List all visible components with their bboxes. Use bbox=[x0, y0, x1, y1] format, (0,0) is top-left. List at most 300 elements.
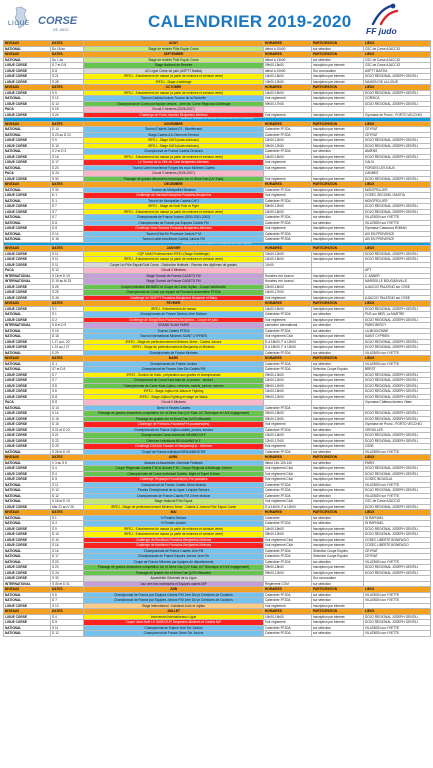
event-level: LIGUE CORSE bbox=[4, 63, 51, 69]
event-description: Championnat de France Cadets Divisions bbox=[84, 149, 264, 155]
header bbox=[0, 0, 433, 40]
event-description: Coupe Un Pôle Espoir/Gobi Corse - Distinction fédérale - Remise des diplômes de grades bbox=[84, 262, 264, 268]
event-description: Championnat de France par Equipes Cadets F/M 1ère Div pr Ceintures de Couleurs bbox=[84, 592, 264, 598]
event-participation: Inscription par internet bbox=[312, 444, 364, 450]
event-level: NATIONAL bbox=[4, 488, 51, 494]
event-location: VILLEBON sur YVETTE bbox=[364, 631, 431, 637]
event-description: GRAND SLAM PARIS bbox=[84, 323, 264, 329]
event-participation: sur sélection bbox=[312, 581, 364, 587]
event-date: S 21 et D 22 bbox=[51, 427, 84, 433]
event-row bbox=[4, 504, 431, 510]
event-description: Stage de rentrée Pôle Espoir Corse bbox=[84, 46, 264, 52]
month-name: SEPTEMBRE bbox=[84, 52, 264, 58]
event-participation: Inscription par internet bbox=[312, 477, 364, 483]
event-location: COSEC BIGUGLIA bbox=[364, 477, 431, 483]
event-date: D 10 bbox=[51, 537, 84, 543]
event-hours: 09h00-12h00 bbox=[264, 204, 312, 210]
event-description: Tournoi de Montpellier Minimes bbox=[84, 187, 264, 193]
event-level: LIGUE CORSE bbox=[4, 433, 51, 439]
event-participation: Inscription par internet bbox=[312, 138, 364, 144]
event-hours: Calendrier FFJDA bbox=[264, 367, 312, 373]
event-hours: Calendrier FFJDA bbox=[264, 132, 312, 138]
event-description: Championnats de Corse Kata-Jujitsu, minimes, cadets, juniors, seniors bbox=[84, 383, 264, 389]
event-level: NATIONAL bbox=[4, 521, 51, 527]
event-participation: sur sélection bbox=[312, 521, 364, 527]
event-hours: Voir règlement bbox=[264, 165, 312, 171]
event-participation: Inscription par internet bbox=[312, 101, 364, 107]
event-date: S 30 et D 31 bbox=[51, 581, 84, 587]
event-location: Gymnase Château Amiens Vitale bbox=[364, 400, 431, 406]
event-date: S 7 bbox=[51, 215, 84, 221]
month-name: OCTOBRE bbox=[84, 85, 264, 91]
event-participation: Inscription par internet bbox=[312, 372, 364, 378]
event-row bbox=[4, 631, 431, 637]
event-description: Championnats de France Juniors bbox=[84, 361, 264, 367]
event-description: Stage National de Rentrée bbox=[84, 63, 264, 69]
event-location: APT bbox=[364, 268, 431, 274]
event-date: S 11 bbox=[51, 625, 84, 631]
event-date: D 8 bbox=[51, 220, 84, 226]
col-header-horaires: HORAIRES bbox=[264, 52, 312, 58]
event-participation: Inscription par internet bbox=[312, 378, 364, 384]
event-participation: Inscription par internet bbox=[312, 154, 364, 160]
event-date: D 10 bbox=[51, 532, 84, 538]
event-date: S 9 bbox=[51, 138, 84, 144]
event-location: DOJO REGIONAL JOSEPH GENTILI bbox=[364, 570, 431, 576]
event-description: Challenge de l'ASPTT Poussins-Benjamins Benjamin et Baby bbox=[84, 295, 264, 301]
event-level: LIGUE CORSE bbox=[4, 372, 51, 378]
event-level: INTERNATIONAL bbox=[4, 581, 51, 587]
event-hours: Voir règlement bbox=[264, 193, 312, 199]
event-location: DOJO REGIONAL JOSEPH GENTILI bbox=[364, 488, 431, 494]
event-location: MONTPELLIER bbox=[364, 198, 431, 204]
event-description: Circuit 3 minimes (2006-2007) bbox=[84, 171, 264, 177]
event-level: NATIONAL bbox=[4, 367, 51, 373]
event-level: LIGUE CORSE bbox=[4, 257, 51, 263]
event-date: S 8 bbox=[51, 383, 84, 389]
event-level: NATIONAL bbox=[4, 559, 51, 565]
event-date: S 21 bbox=[51, 433, 84, 439]
event-date: S 11 bbox=[51, 251, 84, 257]
col-header-niveaux: NIVEAUX bbox=[4, 510, 51, 516]
event-level: LIGUE CORSE bbox=[4, 416, 51, 422]
holiday-separator: Vacances Toussaint du samedi 19 octobre au lundi 4 novembre bbox=[4, 118, 431, 122]
ligue-corse-logo bbox=[8, 6, 84, 36]
event-date: D 17 bbox=[51, 160, 84, 166]
event-location: AJACCIO PALATINO sur CSSE bbox=[364, 295, 431, 301]
event-level: LIGUE CORSE bbox=[4, 251, 51, 257]
event-description: Stage Cadets d'A Clermont-Ferrand bbox=[84, 132, 264, 138]
col-header-participation: PARTICIPATION bbox=[312, 609, 364, 615]
event-level: NATIONAL bbox=[4, 631, 51, 637]
event-location: VILLEBON sur YVETTE bbox=[364, 493, 431, 499]
event-location: DOJO REGIONAL JOSEPH GENTILI bbox=[364, 339, 431, 345]
event-level: NATIONAL bbox=[4, 127, 51, 133]
event-participation: sur sélection bbox=[312, 592, 364, 598]
event-description: Criterium Individuels BENJAMINS M F bbox=[84, 438, 264, 444]
event-date: D 5 bbox=[51, 620, 84, 626]
event-date: D 1 bbox=[51, 198, 84, 204]
event-description: Stage Tournoi de France CADETS FM bbox=[84, 273, 264, 279]
event-level: LIGUE CORSE bbox=[4, 383, 51, 389]
month-name: NOVEMBRE bbox=[84, 121, 264, 127]
event-date: S 4 bbox=[51, 614, 84, 620]
calendar-table bbox=[3, 40, 431, 637]
event-hours: Calendrier FFJDA bbox=[264, 215, 312, 221]
event-hours: 14h00-16h00 bbox=[264, 614, 312, 620]
event-description: Challenge de Bonifacio Poussins-Benjamins-Minimes bbox=[84, 543, 264, 549]
event-date: S 11 bbox=[51, 482, 84, 488]
event-date: D 13 bbox=[51, 101, 84, 107]
event-level: LIGUE CORSE bbox=[4, 226, 51, 232]
event-hours: Horaires voir tournoi bbox=[264, 279, 312, 285]
event-description: Championnats de France Seniors 1ère Division bbox=[84, 312, 264, 318]
event-description: Tournoi de Montpellier Cadets ChFJ bbox=[84, 198, 264, 204]
event-level: PACA bbox=[4, 400, 51, 406]
event-date: D 15 bbox=[51, 416, 84, 422]
event-date: D 26 bbox=[51, 295, 84, 301]
event-participation: Inscription par internet bbox=[312, 79, 364, 85]
event-level: LIGUE CORSE bbox=[4, 477, 51, 483]
event-participation: Inscription par internet bbox=[312, 273, 364, 279]
col-header-horaires: HORAIRES bbox=[264, 182, 312, 188]
col-header-lieux: LIEUX bbox=[364, 246, 431, 252]
event-participation: Inscription par internet bbox=[312, 193, 364, 199]
event-level: NATIONAL bbox=[4, 554, 51, 560]
event-description: Passage de grades 1er et 2ème Dan (UV3 efficacité) bbox=[84, 570, 264, 576]
ff-judo-mark-icon bbox=[365, 2, 405, 28]
event-location: Gymnase Casanova ROMAN bbox=[364, 226, 431, 232]
event-hours: 09h00-12h00 bbox=[264, 416, 312, 422]
event-description: Demi-½ Finales Cadets bbox=[84, 405, 264, 411]
event-participation: Inscription par internet bbox=[312, 237, 364, 243]
col-header-niveaux: NIVEAUX bbox=[4, 301, 51, 307]
event-level: INTERNATIONAL bbox=[4, 323, 51, 329]
event-location: CSC de Corse AJACCIO bbox=[364, 63, 431, 69]
event-description: Passage de grades dimanches compétition 1er et 2ème Dan (UV Kata, UV Technique et UV4 engagement) bbox=[84, 565, 264, 571]
event-location: COSEC SECOND / BASTIA bbox=[364, 193, 431, 199]
event-hours: 14h00-16h00 bbox=[264, 154, 312, 160]
event-location: Gymnase de Pruno - PORTO VECCHIO bbox=[364, 112, 431, 118]
event-participation: Inscription par internet bbox=[312, 165, 364, 171]
event-hours: Voir règlement Club bbox=[264, 471, 312, 477]
event-level: LIGUE CORSE bbox=[4, 74, 51, 80]
event-level: NATIONAL bbox=[4, 96, 51, 102]
event-date: D 8 bbox=[51, 400, 84, 406]
event-description: Championnat de Corse par équipe seniors - 1ère div. Corse Régional d'Arbitrage bbox=[84, 101, 264, 107]
event-hours: 14h00-16h00 bbox=[264, 526, 312, 532]
event-date: S 1 bbox=[51, 515, 84, 521]
event-participation: Inscription par internet bbox=[312, 74, 364, 80]
event-location: Gymnase de Pruno - PORTO VECCHIO bbox=[364, 422, 431, 428]
event-date: S 12 bbox=[51, 96, 84, 102]
event-description: Finales Championnat de la Ligue 1 équipe Seniors bbox=[84, 488, 264, 494]
event-description: IRFEJ - Entrainement de masse (à partir de minimes et ceinture verte) bbox=[84, 90, 264, 96]
event-participation: Inscription par internet bbox=[312, 231, 364, 237]
event-description: IRFEJ - Entrainement de masse (à partir de minimes et ceinture verte) bbox=[84, 154, 264, 160]
event-hours: 10h00-12h00 bbox=[264, 378, 312, 384]
event-date: D 14 bbox=[51, 405, 84, 411]
event-date: S 23 bbox=[51, 565, 84, 571]
event-participation: Inscription par internet bbox=[312, 209, 364, 215]
event-description: Challenge de Borgo/Sion Poussins-Benjamins - Coupe de judo bbox=[84, 317, 264, 323]
col-header-lieux: LIEUX bbox=[364, 301, 431, 307]
col-header-lieux: LIEUX bbox=[364, 609, 431, 615]
event-description: Championnats Corse individuel MINIMES M F bbox=[84, 433, 264, 439]
event-description: Championnat de France par Equipes Juniors F/M 1ère Div pr Ceintures de Couleurs bbox=[84, 598, 264, 604]
event-date: S 26 bbox=[51, 112, 84, 118]
event-participation: sur sélection bbox=[312, 361, 364, 367]
event-location: DOJO REGIONAL JOSEPH GENTILI bbox=[364, 614, 431, 620]
event-hours: Calendrier FFJDA bbox=[264, 350, 312, 356]
event-level: NATIONAL bbox=[4, 449, 51, 455]
event-participation: Sélection Coupe Espoirs bbox=[312, 367, 364, 373]
event-description: Stage Tournoi de France CADETS FM bbox=[84, 279, 264, 285]
event-participation: Inscription par internet bbox=[312, 198, 364, 204]
event-location: DOJO REGIONAL JOSEPH GENTILI bbox=[364, 471, 431, 477]
event-level: LIGUE CORSE bbox=[4, 290, 51, 296]
event-hours: 09h00-12h00 bbox=[264, 570, 312, 576]
event-date: D 12 bbox=[51, 268, 84, 274]
event-participation: Inscription par internet bbox=[312, 416, 364, 422]
event-description: Passage de grades 1er et 2ème Dan (UV3 efficacité) bbox=[84, 416, 264, 422]
event-participation: Inscription par internet bbox=[312, 143, 364, 149]
event-location: ASPTT BASTIA bbox=[364, 68, 431, 74]
event-description: Circuit 2 minimes (2006-2007) bbox=[84, 107, 264, 113]
event-location: DOJO REGIONAL JOSEPH GENTILI bbox=[364, 154, 431, 160]
event-date: S 1 bbox=[51, 312, 84, 318]
event-description: Challenge de Bonifacio Poussins-Benjamins-Minimes bbox=[84, 537, 264, 543]
col-header-lieux: LIEUX bbox=[364, 510, 431, 516]
event-description: Challenge Jean Santoni Poussins-Benjamins-Minimes bbox=[84, 226, 264, 232]
event-level: LIGUE CORSE bbox=[4, 565, 51, 571]
event-level: NATIONAL bbox=[4, 312, 51, 318]
event-description: Championnats de France Cadets FM 2 ème division bbox=[84, 493, 264, 499]
event-level: LIGUE CORSE bbox=[4, 90, 51, 96]
event-hours: D à 14h00, F à 12h00 bbox=[264, 504, 312, 510]
event-date: S 23 au D 24 bbox=[51, 132, 84, 138]
event-date: D 15 bbox=[51, 422, 84, 428]
event-level: NATIONAL bbox=[4, 328, 51, 334]
event-location: MARSEILLE BOUGAINVILLE bbox=[364, 279, 431, 285]
event-description: IRFEJ - Stage d'arbitrage bbox=[84, 79, 264, 85]
event-participation: Inscription par internet bbox=[312, 504, 364, 510]
event-location: AIX EN PROVENCE bbox=[364, 231, 431, 237]
event-level: LIGUE CORSE bbox=[4, 438, 51, 444]
event-participation: sur sélection bbox=[312, 449, 364, 455]
col-header-participation: PARTICIPATION bbox=[312, 301, 364, 307]
event-date: D 12 bbox=[51, 493, 84, 499]
event-date: Du 1 au bbox=[51, 57, 84, 63]
event-description: Championnat de France 1ère Div Cadets FM bbox=[84, 367, 264, 373]
event-date: S 11 bbox=[51, 257, 84, 263]
event-location: VILLEBON sur YVETTE bbox=[364, 592, 431, 598]
event-location: CALVI bbox=[364, 160, 431, 166]
event-hours: D à 18h00, F à 12h00 bbox=[264, 339, 312, 345]
event-hours: Calendrier FFJDA bbox=[264, 449, 312, 455]
event-hours: 10h00-12h00 bbox=[264, 138, 312, 144]
event-hours: Voir règlement Club bbox=[264, 466, 312, 472]
event-hours: 09h00-12h00 bbox=[264, 143, 312, 149]
event-location: DOJO REGIONAL JOSEPH GENTILI bbox=[364, 176, 431, 182]
page-title: CALENDRIER 2019-2020 bbox=[148, 12, 352, 31]
event-location: CANNES bbox=[364, 171, 431, 177]
event-location: DOJO REGIONAL JOSEPH GENTILI bbox=[364, 383, 431, 389]
col-header-lieux: LIEUX bbox=[364, 121, 431, 127]
month-name: JUIN bbox=[84, 587, 264, 593]
event-date: S 2 et D 3 bbox=[51, 149, 84, 155]
event-level: LIGUE CORSE bbox=[4, 209, 51, 215]
event-participation: Sur convocation bbox=[312, 576, 364, 582]
event-participation: Inscription par internet bbox=[312, 537, 364, 543]
event-participation: Inscription par internet bbox=[312, 433, 364, 439]
col-header-horaires: HORAIRES bbox=[264, 510, 312, 516]
col-header-lieux: LIEUX bbox=[364, 85, 431, 91]
event-date: S 23 bbox=[51, 559, 84, 565]
event-participation: Inscription par internet bbox=[312, 295, 364, 301]
col-header-participation: PARTICIPATION bbox=[312, 52, 364, 58]
event-date: D 29 bbox=[51, 444, 84, 450]
event-level: LIGUE CORSE bbox=[4, 317, 51, 323]
event-hours: Horaires voir tournoi bbox=[264, 273, 312, 279]
event-hours: Calendrier FFJDA bbox=[264, 237, 312, 243]
event-level: LIGUE CORSE bbox=[4, 295, 51, 301]
event-description: CQP MAM Professionnel IRFEJ (Stage d'arbitrage) bbox=[84, 251, 264, 257]
event-description: Tournoi Label excellence Forges les eaux Minimes Cadets bbox=[84, 165, 264, 171]
event-level: LIGUE CORSE bbox=[4, 526, 51, 532]
event-hours: Calendrier FFJDA bbox=[264, 554, 312, 560]
event-location: VILLEBON sur YVETTE bbox=[364, 559, 431, 565]
event-participation: sur sélection bbox=[312, 482, 364, 488]
event-level: NATIONAL bbox=[4, 405, 51, 411]
event-date: V 3 au S 5 bbox=[51, 460, 84, 466]
event-participation: Inscription par internet bbox=[312, 411, 364, 417]
event-location: COSEC LIBERTE BONIFACIO bbox=[364, 537, 431, 543]
event-hours: 10h00-12h00 bbox=[264, 79, 312, 85]
event-hours: Calendrier FFJDA bbox=[264, 625, 312, 631]
event-hours: Règlement CGM bbox=[264, 581, 312, 587]
event-hours: Voir règlement bbox=[264, 620, 312, 626]
event-location: DOJO REGIONAL JOSEPH GENTILI bbox=[364, 526, 431, 532]
event-date: L 24 au J 27 bbox=[51, 345, 84, 351]
event-location: VILLEBON sur YVETTE bbox=[364, 215, 431, 221]
event-level: LIGUE CORSE bbox=[4, 543, 51, 549]
col-header-horaires: HORAIRES bbox=[264, 41, 312, 47]
event-hours: début à 10h00 bbox=[264, 68, 312, 74]
event-participation: Inscription par internet bbox=[312, 565, 364, 571]
event-participation: Inscription par internet bbox=[312, 279, 364, 285]
event-level: NATIONAL bbox=[4, 187, 51, 193]
col-header-participation: PARTICIPATION bbox=[312, 455, 364, 461]
event-location: COSEC LIBERTE BONIFACIO bbox=[364, 543, 431, 549]
col-header-dates: DATES bbox=[51, 356, 84, 362]
col-header-lieux: LIEUX bbox=[364, 52, 431, 58]
col-header-niveaux: NIVEAUX bbox=[4, 609, 51, 615]
event-hours: Voir règlement bbox=[264, 160, 312, 166]
event-hours: Voir règlement Club bbox=[264, 334, 312, 340]
event-level: LIGUE CORSE bbox=[4, 576, 51, 582]
event-location: DOJO REGIONAL JOSEPH GENTILI bbox=[364, 101, 431, 107]
event-hours: Calendrier FFJDA bbox=[264, 493, 312, 499]
event-hours: 09h00-12h00 bbox=[264, 394, 312, 400]
event-description: Championnat de France Cadets 2ème division bbox=[84, 482, 264, 488]
event-location: DOJO REGIONAL JOSEPH GENTILI bbox=[364, 433, 431, 439]
col-header-niveaux: NIVEAUX bbox=[4, 587, 51, 593]
event-level: NATIONAL bbox=[4, 215, 51, 221]
event-hours: Calendrier FFJDA bbox=[264, 328, 312, 334]
event-participation: Inscription par internet bbox=[312, 204, 364, 210]
event-hours: Voir règlement bbox=[264, 176, 312, 182]
event-date: D 10 bbox=[51, 127, 84, 133]
event-description: Championnat de France 1ère Div Juniors bbox=[84, 625, 264, 631]
event-hours: Voir règlement Club bbox=[264, 543, 312, 549]
event-description: Challenge Regnaghi Poussins(es)-Pré-poussins bbox=[84, 477, 264, 483]
col-header-participation: PARTICIPATION bbox=[312, 246, 364, 252]
col-header-dates: DATES bbox=[51, 301, 84, 307]
event-level: NATIONAL bbox=[4, 548, 51, 554]
event-date: S 7 bbox=[51, 378, 84, 384]
event-level: LIGUE CORSE bbox=[4, 138, 51, 144]
event-description: IRFEJ - Entrainement de masse (à partir de minimes et ceinture verte) bbox=[84, 209, 264, 215]
event-hours: Calendrier FFJDA bbox=[264, 187, 312, 193]
event-date: S 21 bbox=[51, 74, 84, 80]
event-level: LIGUE CORSE bbox=[4, 68, 51, 74]
event-description: AG Ligue Corse de judo (ASPTT Bastia) bbox=[84, 68, 264, 74]
event-date: D 12 bbox=[51, 488, 84, 494]
event-date: S 19 bbox=[51, 107, 84, 113]
event-date: D 7 bbox=[51, 598, 84, 604]
event-hours: 14h00-17h00 bbox=[264, 290, 312, 296]
event-date: D 16 bbox=[51, 334, 84, 340]
event-level: NATIONAL bbox=[4, 598, 51, 604]
event-description: Passage de grades dimanches techniques 1er et 2ème Dan (UV Kata) bbox=[84, 176, 264, 182]
event-date: S 25 bbox=[51, 290, 84, 296]
event-hours: Voir règlement bbox=[264, 96, 312, 102]
event-description: Stage National Pôle Espoir bbox=[84, 499, 264, 505]
ff-judo-logo bbox=[365, 2, 405, 40]
event-date: S 14 bbox=[51, 411, 84, 417]
event-description: Assemblée Générale de la Ligue bbox=[84, 576, 264, 582]
event-participation: Inscription par internet bbox=[312, 405, 364, 411]
event-location: AMIENS bbox=[364, 149, 431, 155]
event-hours: Calendrier FFJDA bbox=[264, 149, 312, 155]
col-header-participation: PARTICIPATION bbox=[312, 121, 364, 127]
event-description: Championnat de France 2ème Div Juniors bbox=[84, 631, 264, 637]
event-location: MONTPELLIER bbox=[364, 187, 431, 193]
event-level: NATIONAL bbox=[4, 46, 51, 52]
event-participation: Inscription par internet bbox=[312, 284, 364, 290]
event-participation: Inscription par internet bbox=[312, 488, 364, 494]
col-header-dates: DATES bbox=[51, 510, 84, 516]
event-description: Challenge de Porto-Vecchio Benjamins-Minimes bbox=[84, 112, 264, 118]
event-date: D 1 bbox=[51, 361, 84, 367]
event-location: DOJO REGIONAL JOSEPH GENTILI bbox=[364, 143, 431, 149]
month-name: MAI bbox=[84, 510, 264, 516]
event-description: ½ Finales Juniors bbox=[84, 521, 264, 527]
event-participation: Inscription par internet bbox=[312, 620, 364, 626]
event-level: NATIONAL bbox=[4, 57, 51, 63]
event-location: DOJO REGIONAL JOSEPH GENTILI bbox=[364, 416, 431, 422]
month-name: DECEMBRE bbox=[84, 182, 264, 188]
event-level: LIGUE CORSE bbox=[4, 160, 51, 166]
event-description: Coupe Jean Noël LE SANDOUR Benjamins-Minimes et Cadets M/F bbox=[84, 620, 264, 626]
event-hours: Calendrier FFJDA bbox=[264, 405, 312, 411]
event-location: PUS sur MER, La MARTRE bbox=[364, 312, 431, 318]
event-hours: 11h00 bbox=[264, 262, 312, 268]
event-location: CORSICA bbox=[364, 96, 431, 102]
event-hours: 09h00-17h00 bbox=[264, 101, 312, 107]
event-description: Championnats de France Minimes bbox=[84, 350, 264, 356]
